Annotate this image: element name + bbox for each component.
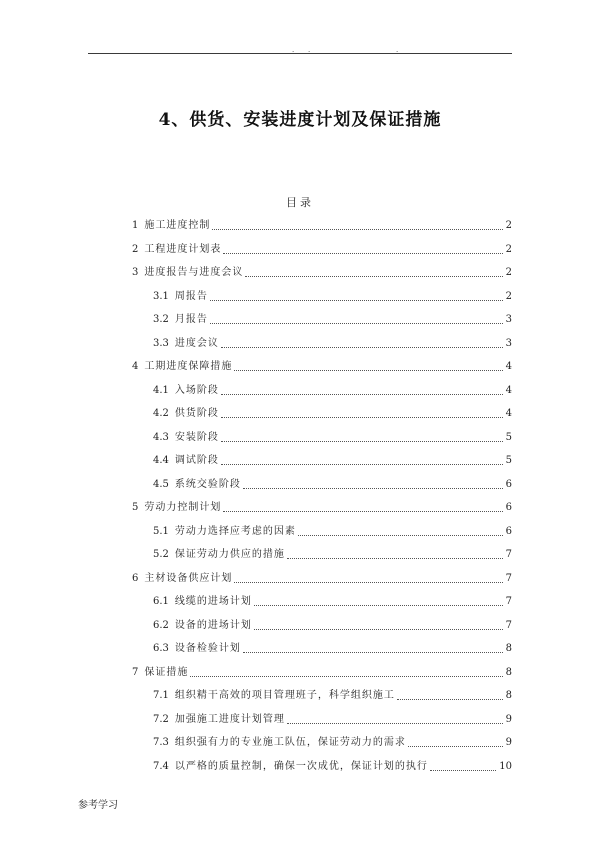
toc-entry-page: 2 <box>505 220 512 231</box>
page-title: 4、供货、安装进度计划及保证措施 <box>158 110 442 130</box>
toc-entry-page: 10 <box>499 760 512 772</box>
toc-leader-dots <box>408 746 503 747</box>
toc-leader-dots <box>221 347 503 348</box>
toc-entry-number: 5.2 <box>153 549 169 560</box>
toc-leader-dots <box>243 488 503 489</box>
toc-entry[interactable] <box>153 732 512 750</box>
toc-entry-label: 调试阶段 <box>174 455 219 466</box>
toc-entry[interactable] <box>153 403 512 421</box>
toc-leader-dots <box>245 276 502 277</box>
toc-entry-label: 加强施工进度计划管理 <box>174 713 285 725</box>
toc-leader-dots <box>254 605 503 606</box>
toc-entry-label: 入场阶段 <box>174 384 219 396</box>
toc-leader-dots <box>190 676 502 677</box>
toc-entry[interactable] <box>153 286 512 304</box>
toc-entry[interactable] <box>132 568 512 586</box>
footer-text: 参考学习 <box>78 800 118 811</box>
toc-entry-label: 设备检验计划 <box>174 643 241 654</box>
toc-entry-page: 9 <box>505 713 512 725</box>
toc-leader-dots <box>298 535 503 536</box>
toc-entry[interactable] <box>153 521 512 539</box>
toc-entry-page: 8 <box>505 690 512 701</box>
toc-entry[interactable] <box>132 262 512 280</box>
toc-entry-number: 4 <box>132 361 139 372</box>
toc-entry-page: 8 <box>505 643 512 654</box>
toc-leader-dots <box>221 464 503 465</box>
toc-entry-number: 3 <box>132 267 139 278</box>
toc-entry-number: 4.3 <box>153 431 169 443</box>
toc-entry-number: 3.3 <box>153 337 169 349</box>
toc-entry-number: 7.3 <box>153 737 169 748</box>
toc-entry[interactable] <box>153 615 512 633</box>
toc-entry-number: 5.1 <box>153 525 169 537</box>
toc-entry-label: 施工进度控制 <box>144 220 211 231</box>
toc-entry-page: 2 <box>505 267 512 278</box>
toc-entry-page: 6 <box>505 502 512 513</box>
toc-entry-number: 7 <box>132 666 139 678</box>
toc-entry-number: 4.5 <box>153 478 169 490</box>
header-dot: . <box>308 46 311 54</box>
toc-entry-page: 7 <box>505 619 512 631</box>
toc-entry-number: 6.2 <box>153 619 169 631</box>
toc-entry-label: 供货阶段 <box>174 408 219 419</box>
toc-entry-label: 工程进度计划表 <box>144 243 222 255</box>
toc-entry-number: 6 <box>132 572 139 584</box>
toc-leader-dots <box>210 300 503 301</box>
toc-entry[interactable] <box>132 215 512 233</box>
toc-entry-number: 7.1 <box>153 690 169 701</box>
toc-entry-label: 主材设备供应计划 <box>144 572 233 584</box>
toc-entry-label: 进度报告与进度会议 <box>144 267 244 278</box>
toc-entry[interactable] <box>153 591 512 609</box>
toc-entry-number: 3.1 <box>153 290 169 302</box>
toc-leader-dots <box>287 723 503 724</box>
toc-entry-label: 组织强有力的专业施工队伍，保证劳动力的需求 <box>174 737 406 748</box>
toc-entry[interactable] <box>153 380 512 398</box>
toc-entry-label: 安装阶段 <box>174 431 219 443</box>
toc-entry-page: 7 <box>505 549 512 560</box>
toc-entry[interactable] <box>153 544 512 562</box>
toc-entry[interactable] <box>132 497 512 515</box>
toc-leader-dots <box>397 699 503 700</box>
toc-entry-page: 4 <box>505 361 512 372</box>
toc-entry-page: 4 <box>505 384 512 396</box>
toc-entry-label: 周报告 <box>174 290 208 302</box>
toc-entry-page: 9 <box>505 737 512 748</box>
toc-entry-page: 2 <box>505 243 512 255</box>
toc-entry-number: 4.4 <box>153 455 169 466</box>
toc-entry[interactable] <box>132 239 512 257</box>
toc-leader-dots <box>223 511 502 512</box>
toc-entry-label: 工期进度保障措施 <box>144 361 233 372</box>
toc-leader-dots <box>223 253 502 254</box>
toc-entry-page: 3 <box>505 337 512 349</box>
toc-leader-dots <box>243 652 503 653</box>
toc-entry-number: 7.4 <box>153 760 169 772</box>
toc-entry-page: 4 <box>505 408 512 419</box>
toc-leader-dots <box>287 558 503 559</box>
toc-entry-page: 7 <box>505 596 512 607</box>
toc-entry-page: 7 <box>505 572 512 584</box>
toc-leader-dots <box>221 417 503 418</box>
toc-leader-dots <box>221 441 503 442</box>
toc-entry[interactable] <box>132 356 512 374</box>
header-dot: . <box>292 46 295 54</box>
toc-entry-label: 进度会议 <box>174 337 219 349</box>
toc-entry-label: 线缆的进场计划 <box>174 596 252 607</box>
toc-entry-number: 2 <box>132 243 139 255</box>
toc-entry-label: 保证措施 <box>144 666 189 678</box>
toc-entry-number: 6.1 <box>153 596 169 607</box>
toc-entry-label: 设备的进场计划 <box>174 619 252 631</box>
toc-entry-label: 系统交验阶段 <box>174 478 241 490</box>
toc-entry[interactable] <box>153 756 512 774</box>
toc-entry-number: 5 <box>132 502 139 513</box>
toc-entry-number: 4.1 <box>153 384 169 396</box>
toc-leader-dots <box>210 323 503 324</box>
toc-leader-dots <box>221 394 503 395</box>
toc-entry[interactable] <box>153 427 512 445</box>
toc-entry-number: 4.2 <box>153 408 169 419</box>
toc-leader-dots <box>234 370 502 371</box>
toc-entry[interactable] <box>132 662 512 680</box>
toc-leader-dots <box>212 229 502 230</box>
toc-entry-label: 月报告 <box>174 314 208 325</box>
toc-entry-page: 6 <box>505 525 512 537</box>
toc-entry[interactable] <box>153 685 512 703</box>
toc-entry[interactable] <box>153 333 512 351</box>
toc-entry-page: 6 <box>505 478 512 490</box>
toc-entry[interactable] <box>153 450 512 468</box>
toc-entry-number: 6.3 <box>153 643 169 654</box>
toc-entry-label: 劳动力选择应考虑的因素 <box>174 525 296 537</box>
toc-entry[interactable] <box>153 638 512 656</box>
toc-entry-label: 以严格的质量控制，确保一次成优，保证计划的执行 <box>174 760 428 772</box>
toc-entry-number: 7.2 <box>153 713 169 725</box>
toc-entry[interactable] <box>153 309 512 327</box>
toc-entry-label: 组织精干高效的项目管理班子，科学组织施工 <box>174 690 395 701</box>
toc-heading: 目录 <box>286 196 314 209</box>
toc-entry-number: 3.2 <box>153 314 169 325</box>
toc-entry-page: 2 <box>505 290 512 302</box>
toc-entry-label: 劳动力控制计划 <box>144 502 222 513</box>
toc-leader-dots <box>430 770 496 771</box>
toc-entry-number: 1 <box>132 220 139 231</box>
toc-entry-page: 3 <box>505 314 512 325</box>
header-dot: . <box>396 46 399 54</box>
toc-leader-dots <box>254 629 503 630</box>
toc-entry-page: 5 <box>505 431 512 443</box>
toc-entry[interactable] <box>153 709 512 727</box>
toc-entry-label: 保证劳动力供应的措施 <box>174 549 285 560</box>
toc-entry[interactable] <box>153 474 512 492</box>
toc-entry-page: 8 <box>505 666 512 678</box>
toc-leader-dots <box>234 582 502 583</box>
toc-entry-page: 5 <box>505 455 512 466</box>
